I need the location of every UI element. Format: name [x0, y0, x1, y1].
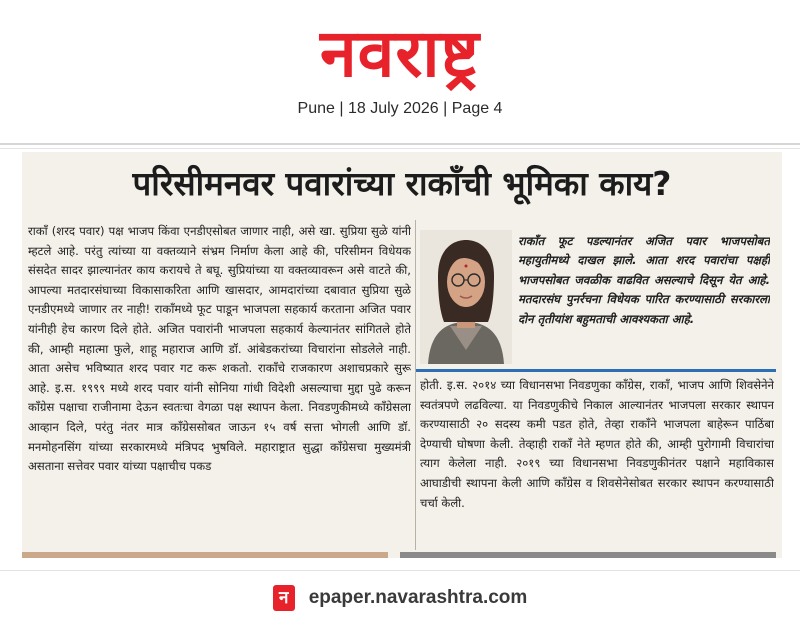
article-right-column: होती. इ.स. २०१४ च्या विधानसभा निवडणुका काँग्रेस, राकाँ, भाजप आणि शिवसेनेने स्वतंत्रपणे लढविल्या. या निवडणुकीचे निकाल आल्यानंतर भाजपला सरकार स्थापन करण्यासाठी २० सदस्य कमी पडत होते, तेव्हा राकाँने भाजपला बाहेरून पाठिंबा देण्याची घोषणा केली. तेव्हाही राकाँ नेते म्हणत होते की, आम्ही पुरोगामी विचारांचा त्याग केलेला नाही. २०१९ च्या विधानसभा निवडणुकीनंतर पक्षाने महाविकास आघाडीची स्थापना केली आणि काँग्रेस व शिवसेनेसोबत सरकार स्थापन करण्यासाठी चर्चा केली.: [420, 378, 774, 510]
newspaper-logo[interactable]: नवराष्ट्र: [320, 15, 480, 92]
pull-quote-rule: [416, 369, 776, 372]
article-clipping: [22, 152, 782, 558]
portrait-image: [420, 230, 512, 364]
masthead: [0, 0, 800, 150]
edition-dateline: Pune | 18 July 2026 | Page 4: [297, 100, 503, 117]
footer: [0, 578, 800, 618]
article-headline: परिसीमनवर पवारांच्या राकाँची भूमिका काय?: [132, 164, 672, 203]
navarashtra-logo-icon: न: [273, 585, 295, 611]
article-left-column: राकाँ (शरद पवार) पक्ष भाजप किंवा एनडीएसोबत जाणार नाही, असे खा. सुप्रिया सुळे यांनी म्हटले आहे. परंतु त्यांच्या या वक्तव्याने संभ्रम निर्माण केला आहे की, परिसीमन विधेयक संसदेत सादर झाल्यानंतर काय करायचे ते बघू. सुप्रियांच्या या वक्तव्यावरून असे वाटते की, आपल्या मतदारसंघाच्या विकासाकरिता आणि खासदार, आमदारांच्या दबावात सुप्रिया सुळे एनडीएमध्ये जाणार तर नाही! राकाँमध्ये फूट पाडून भाजपला सहकार्य करताना अजित पवार यांनीही हेच कारण दिले होते. अजित पवारांनी भाजपला सहकार्य केल्यानंतर सांगितले होते की, आम्ही महात्मा फुले, शाहू महाराज आणि डॉ. आंबेडकरांच्या विचारांना सोडलेले नाही. आता असेच भविष्यात शरद पवार गट करू शकतो. राकाँचे राजकारण अशाचप्रकारे सुरू आहे. इ.स. १९९९ मध्ये शरद पवार यांनी सोनिया गांधी विदेशी असल्याचा मुद्दा पुढे करून काँग्रेस पक्षाचा राजीनामा देऊन स्वतःचा वेगळा पक्ष स्थापन केला. निवडणुकीमध्ये काँग्रेसला आव्हान दिले, परंतु नंतर मात्र काँग्रेससोबत जाऊन १५ वर्ष सत्ता भोगली आणि डॉ. मनमोहनसिंग यांच्या सरकारमध्ये मंत्रिपद भुषविले. महाराष्ट्रात सुद्धा काँग्रेसचा मुख्यमंत्री असताना सत्तेवर पवार यांच्या पक्षाचीच पकड: [28, 224, 411, 474]
masthead-divider-thin: [0, 148, 800, 149]
column-divider: [415, 220, 416, 550]
masthead-divider: [0, 143, 800, 145]
author-photo: [420, 230, 512, 364]
epaper-link[interactable]: epaper.navarashtra.com: [308, 587, 528, 608]
adjacent-image-strip: [22, 552, 388, 558]
adjacent-image-strip: [400, 552, 776, 558]
pull-quote: राकाँत फूट पडल्यानंतर अजित पवार भाजपसोबत महायुतीमध्ये दाखल झाले. आता शरद पवारांचा पक्षही भाजपसोबत जवळीक वाढवित असल्याचे दिसून येत आहे. मतदारसंघ पुनर्रचना विधेयक पारित करण्यासाठी सरकारला दोन तृतीयांश बहुमताची आवश्यकता आहे.: [518, 234, 770, 326]
footer-divider: [0, 570, 800, 571]
